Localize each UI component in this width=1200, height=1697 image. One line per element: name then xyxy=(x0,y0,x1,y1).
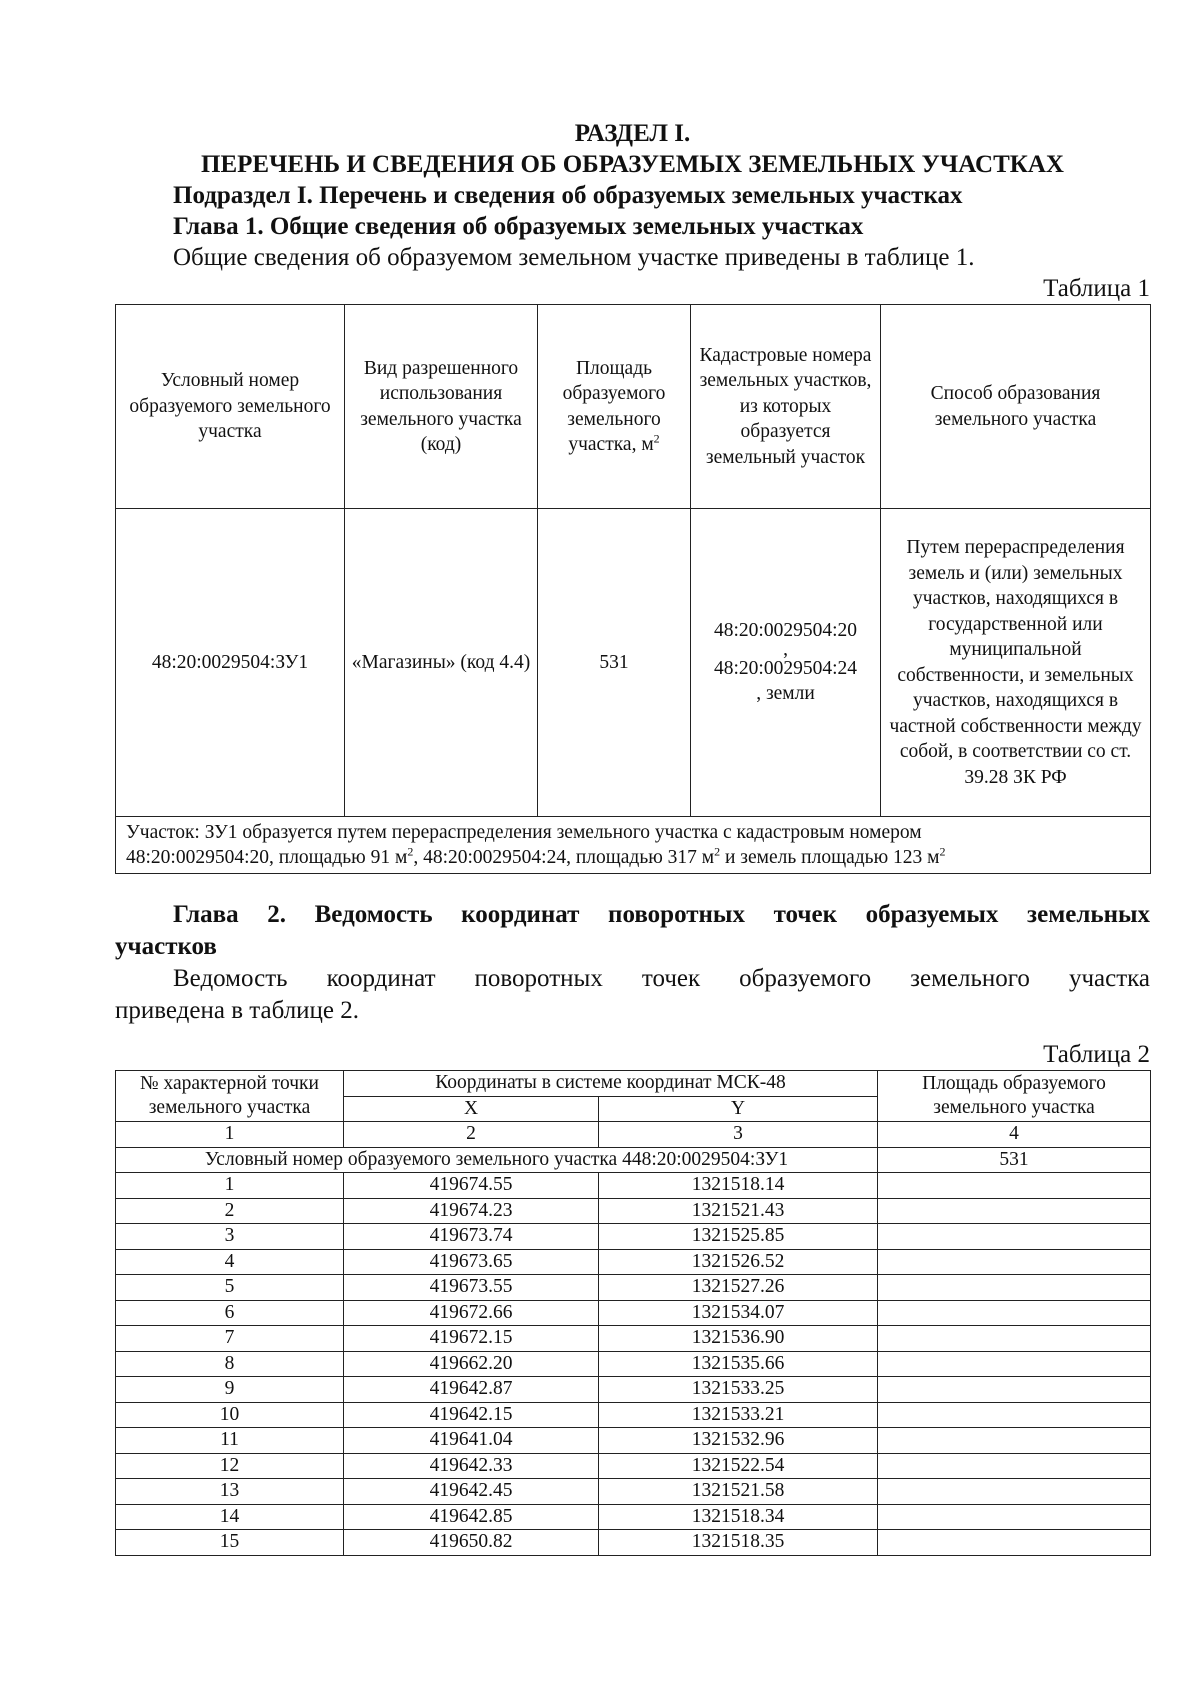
x-coordinate-cell: 419642.33 xyxy=(344,1453,599,1479)
table1-note-row xyxy=(116,817,1151,874)
point-number-cell: 9 xyxy=(116,1377,344,1403)
y-coordinate-cell: 1321518.14 xyxy=(599,1173,878,1199)
x-coordinate-cell: 419672.66 xyxy=(344,1300,599,1326)
chapter2-title-line2: участков xyxy=(115,933,217,960)
area-cell xyxy=(878,1453,1151,1479)
table2-caption: Таблица 2 xyxy=(1043,1041,1150,1068)
table2-parcel-label: Условный номер образуемого земельного участка 448:20:0029504:ЗУ1 xyxy=(116,1147,878,1173)
table1-cell-cadastral xyxy=(691,509,881,817)
y-coordinate-cell: 1321527.26 xyxy=(599,1275,878,1301)
x-coordinate-cell: 419672.15 xyxy=(344,1326,599,1352)
point-number-cell: 12 xyxy=(116,1453,344,1479)
table2-header-coords: Координаты в системе координат МСК-48 xyxy=(344,1071,878,1097)
y-coordinate-cell: 1321522.54 xyxy=(599,1453,878,1479)
table-row xyxy=(116,1249,1151,1275)
table-row xyxy=(116,1504,1151,1530)
subsection-title: Подраздел I. Перечень и сведения об образуемых земельных участках xyxy=(173,182,963,209)
table1-note-sup3: 2 xyxy=(939,844,946,859)
table1 xyxy=(115,304,1151,874)
x-coordinate-cell: 419674.23 xyxy=(344,1198,599,1224)
table-row xyxy=(116,1530,1151,1556)
table1-note-part2: , 48:20:0029504:24, площадью 317 м xyxy=(413,847,715,868)
x-coordinate-cell: 419642.15 xyxy=(344,1402,599,1428)
y-coordinate-cell: 1321525.85 xyxy=(599,1224,878,1250)
area-cell xyxy=(878,1275,1151,1301)
table1-header-area-sup: 2 xyxy=(653,431,660,446)
document-page xyxy=(115,118,1150,1556)
table1-header-cadastral: Кадастровые номера земельных участков, из которых образуется земельный участок xyxy=(691,305,881,509)
point-number-cell: 14 xyxy=(116,1504,344,1530)
x-coordinate-cell: 419642.45 xyxy=(344,1479,599,1505)
table-row xyxy=(116,1275,1151,1301)
chapter2-title xyxy=(115,899,1150,931)
point-number-cell: 1 xyxy=(116,1173,344,1199)
table1-note-line1: Участок: ЗУ1 образуется путем перераспределения земельного участка с кадастровым номером xyxy=(126,822,922,843)
table-row xyxy=(116,1428,1151,1454)
table1-data-row xyxy=(116,509,1151,817)
table1-cell-method: Путем перераспределения земель и (или) земельных участков, находящихся в государственной или муниципальной собственности, и земельных участков, находящихся в частной собственности между собой, в соответствии со ст. 39.28 ЗК РФ xyxy=(881,509,1151,817)
table1-cadastral-d: , земли xyxy=(756,683,815,705)
y-coordinate-cell: 1321535.66 xyxy=(599,1351,878,1377)
table1-header-usage: Вид разрешенного использования земельного участка (код) xyxy=(345,305,538,509)
table2-colnum-row xyxy=(116,1122,1151,1148)
table1-header-area xyxy=(538,305,691,509)
x-coordinate-cell: 419642.85 xyxy=(344,1504,599,1530)
table2-colnum-1: 1 xyxy=(116,1122,344,1148)
point-number-cell: 6 xyxy=(116,1300,344,1326)
area-cell xyxy=(878,1402,1151,1428)
y-coordinate-cell: 1321532.96 xyxy=(599,1428,878,1454)
x-coordinate-cell: 419642.87 xyxy=(344,1377,599,1403)
area-cell xyxy=(878,1249,1151,1275)
table2-header-point: № характерной точки земельного участка xyxy=(116,1071,344,1122)
y-coordinate-cell: 1321533.25 xyxy=(599,1377,878,1403)
table1-note-line2 xyxy=(126,845,1140,870)
table1-note xyxy=(116,817,1151,874)
y-coordinate-cell: 1321518.35 xyxy=(599,1530,878,1556)
x-coordinate-cell: 419673.74 xyxy=(344,1224,599,1250)
area-cell xyxy=(878,1326,1151,1352)
area-cell xyxy=(878,1428,1151,1454)
table1-cell-area: 531 xyxy=(538,509,691,817)
y-coordinate-cell: 1321521.43 xyxy=(599,1198,878,1224)
area-cell xyxy=(878,1224,1151,1250)
point-number-cell: 8 xyxy=(116,1351,344,1377)
table-row xyxy=(116,1300,1151,1326)
x-coordinate-cell: 419641.04 xyxy=(344,1428,599,1454)
section-title: РАЗДЕЛ I. xyxy=(574,120,691,147)
x-coordinate-cell: 419673.55 xyxy=(344,1275,599,1301)
table1-cell-number: 48:20:0029504:ЗУ1 xyxy=(116,509,345,817)
table2-header-y: Y xyxy=(599,1096,878,1122)
table-row xyxy=(116,1402,1151,1428)
table-row xyxy=(116,1377,1151,1403)
table1-cadastral-c: 48:20:0029504:24 xyxy=(713,657,857,679)
area-cell xyxy=(878,1479,1151,1505)
table2-body xyxy=(116,1173,1151,1556)
x-coordinate-cell: 419650.82 xyxy=(344,1530,599,1556)
table-row xyxy=(116,1173,1151,1199)
area-cell xyxy=(878,1173,1151,1199)
table1-header-method: Способ образования земельного участка xyxy=(881,305,1151,509)
table-row xyxy=(116,1326,1151,1352)
area-cell xyxy=(878,1198,1151,1224)
y-coordinate-cell: 1321521.58 xyxy=(599,1479,878,1505)
table1-note-sup2: 2 xyxy=(714,844,721,859)
y-coordinate-cell: 1321536.90 xyxy=(599,1326,878,1352)
table2 xyxy=(115,1070,1151,1556)
point-number-cell: 4 xyxy=(116,1249,344,1275)
table-row xyxy=(116,1453,1151,1479)
area-cell xyxy=(878,1530,1151,1556)
table1-header-row xyxy=(116,305,1151,509)
area-cell xyxy=(878,1377,1151,1403)
table-row xyxy=(116,1198,1151,1224)
x-coordinate-cell: 419662.20 xyxy=(344,1351,599,1377)
point-number-cell: 11 xyxy=(116,1428,344,1454)
area-cell xyxy=(878,1504,1151,1530)
table-row xyxy=(116,1224,1151,1250)
y-coordinate-cell: 1321526.52 xyxy=(599,1249,878,1275)
table2-header-x: X xyxy=(344,1096,599,1122)
point-number-cell: 2 xyxy=(116,1198,344,1224)
table-row xyxy=(116,1351,1151,1377)
y-coordinate-cell: 1321518.34 xyxy=(599,1504,878,1530)
table1-cadastral-a: 48:20:0029504:20 xyxy=(713,620,857,642)
table2-colnum-4: 4 xyxy=(878,1122,1151,1148)
table1-cadastral-b: , xyxy=(783,638,788,660)
table1-note-sup1: 2 xyxy=(407,844,414,859)
point-number-cell: 10 xyxy=(116,1402,344,1428)
table2-colnum-2: 2 xyxy=(344,1122,599,1148)
chapter2-intro-line2: приведена в таблице 2. xyxy=(115,997,360,1024)
point-number-cell: 7 xyxy=(116,1326,344,1352)
point-number-cell: 3 xyxy=(116,1224,344,1250)
chapter2-intro xyxy=(115,963,1150,995)
chapter1-title: Глава 1. Общие сведения об образуемых земельных участках xyxy=(173,213,864,240)
section-subtitle: ПЕРЕЧЕНЬ И СВЕДЕНИЯ ОБ ОБРАЗУЕМЫХ ЗЕМЕЛЬНЫХ УЧАСТКАХ xyxy=(201,151,1064,178)
area-cell xyxy=(878,1300,1151,1326)
point-number-cell: 13 xyxy=(116,1479,344,1505)
y-coordinate-cell: 1321534.07 xyxy=(599,1300,878,1326)
table1-note-part3: и земель площадью 123 м xyxy=(720,847,940,868)
table1-caption: Таблица 1 xyxy=(1043,275,1150,302)
area-cell xyxy=(878,1351,1151,1377)
table-row xyxy=(116,1479,1151,1505)
x-coordinate-cell: 419673.65 xyxy=(344,1249,599,1275)
point-number-cell: 5 xyxy=(116,1275,344,1301)
chapter2-title-line1: Глава 2. Ведомость координат поворотных точек образуемых земельных xyxy=(173,901,1150,928)
chapter2-intro-line1: Ведомость координат поворотных точек образуемого земельного участка xyxy=(173,965,1150,992)
y-coordinate-cell: 1321533.21 xyxy=(599,1402,878,1428)
chapter1-intro: Общие сведения об образуемом земельном участке приведены в таблице 1. xyxy=(173,244,975,271)
table1-cell-usage: «Магазины» (код 4.4) xyxy=(345,509,538,817)
table1-header-area-text: Площадь образуемого земельного участка, м xyxy=(562,357,666,455)
table2-header-row1 xyxy=(116,1071,1151,1097)
point-number-cell: 15 xyxy=(116,1530,344,1556)
table2-parcel-area: 531 xyxy=(878,1147,1151,1173)
table2-header-area: Площадь образуемого земельного участка xyxy=(878,1071,1151,1122)
table1-note-part1: 48:20:0029504:20, площадью 91 м xyxy=(126,847,408,868)
table2-parcel-row xyxy=(116,1147,1151,1173)
table2-colnum-3: 3 xyxy=(599,1122,878,1148)
x-coordinate-cell: 419674.55 xyxy=(344,1173,599,1199)
table1-header-number: Условный номер образуемого земельного участка xyxy=(116,305,345,509)
